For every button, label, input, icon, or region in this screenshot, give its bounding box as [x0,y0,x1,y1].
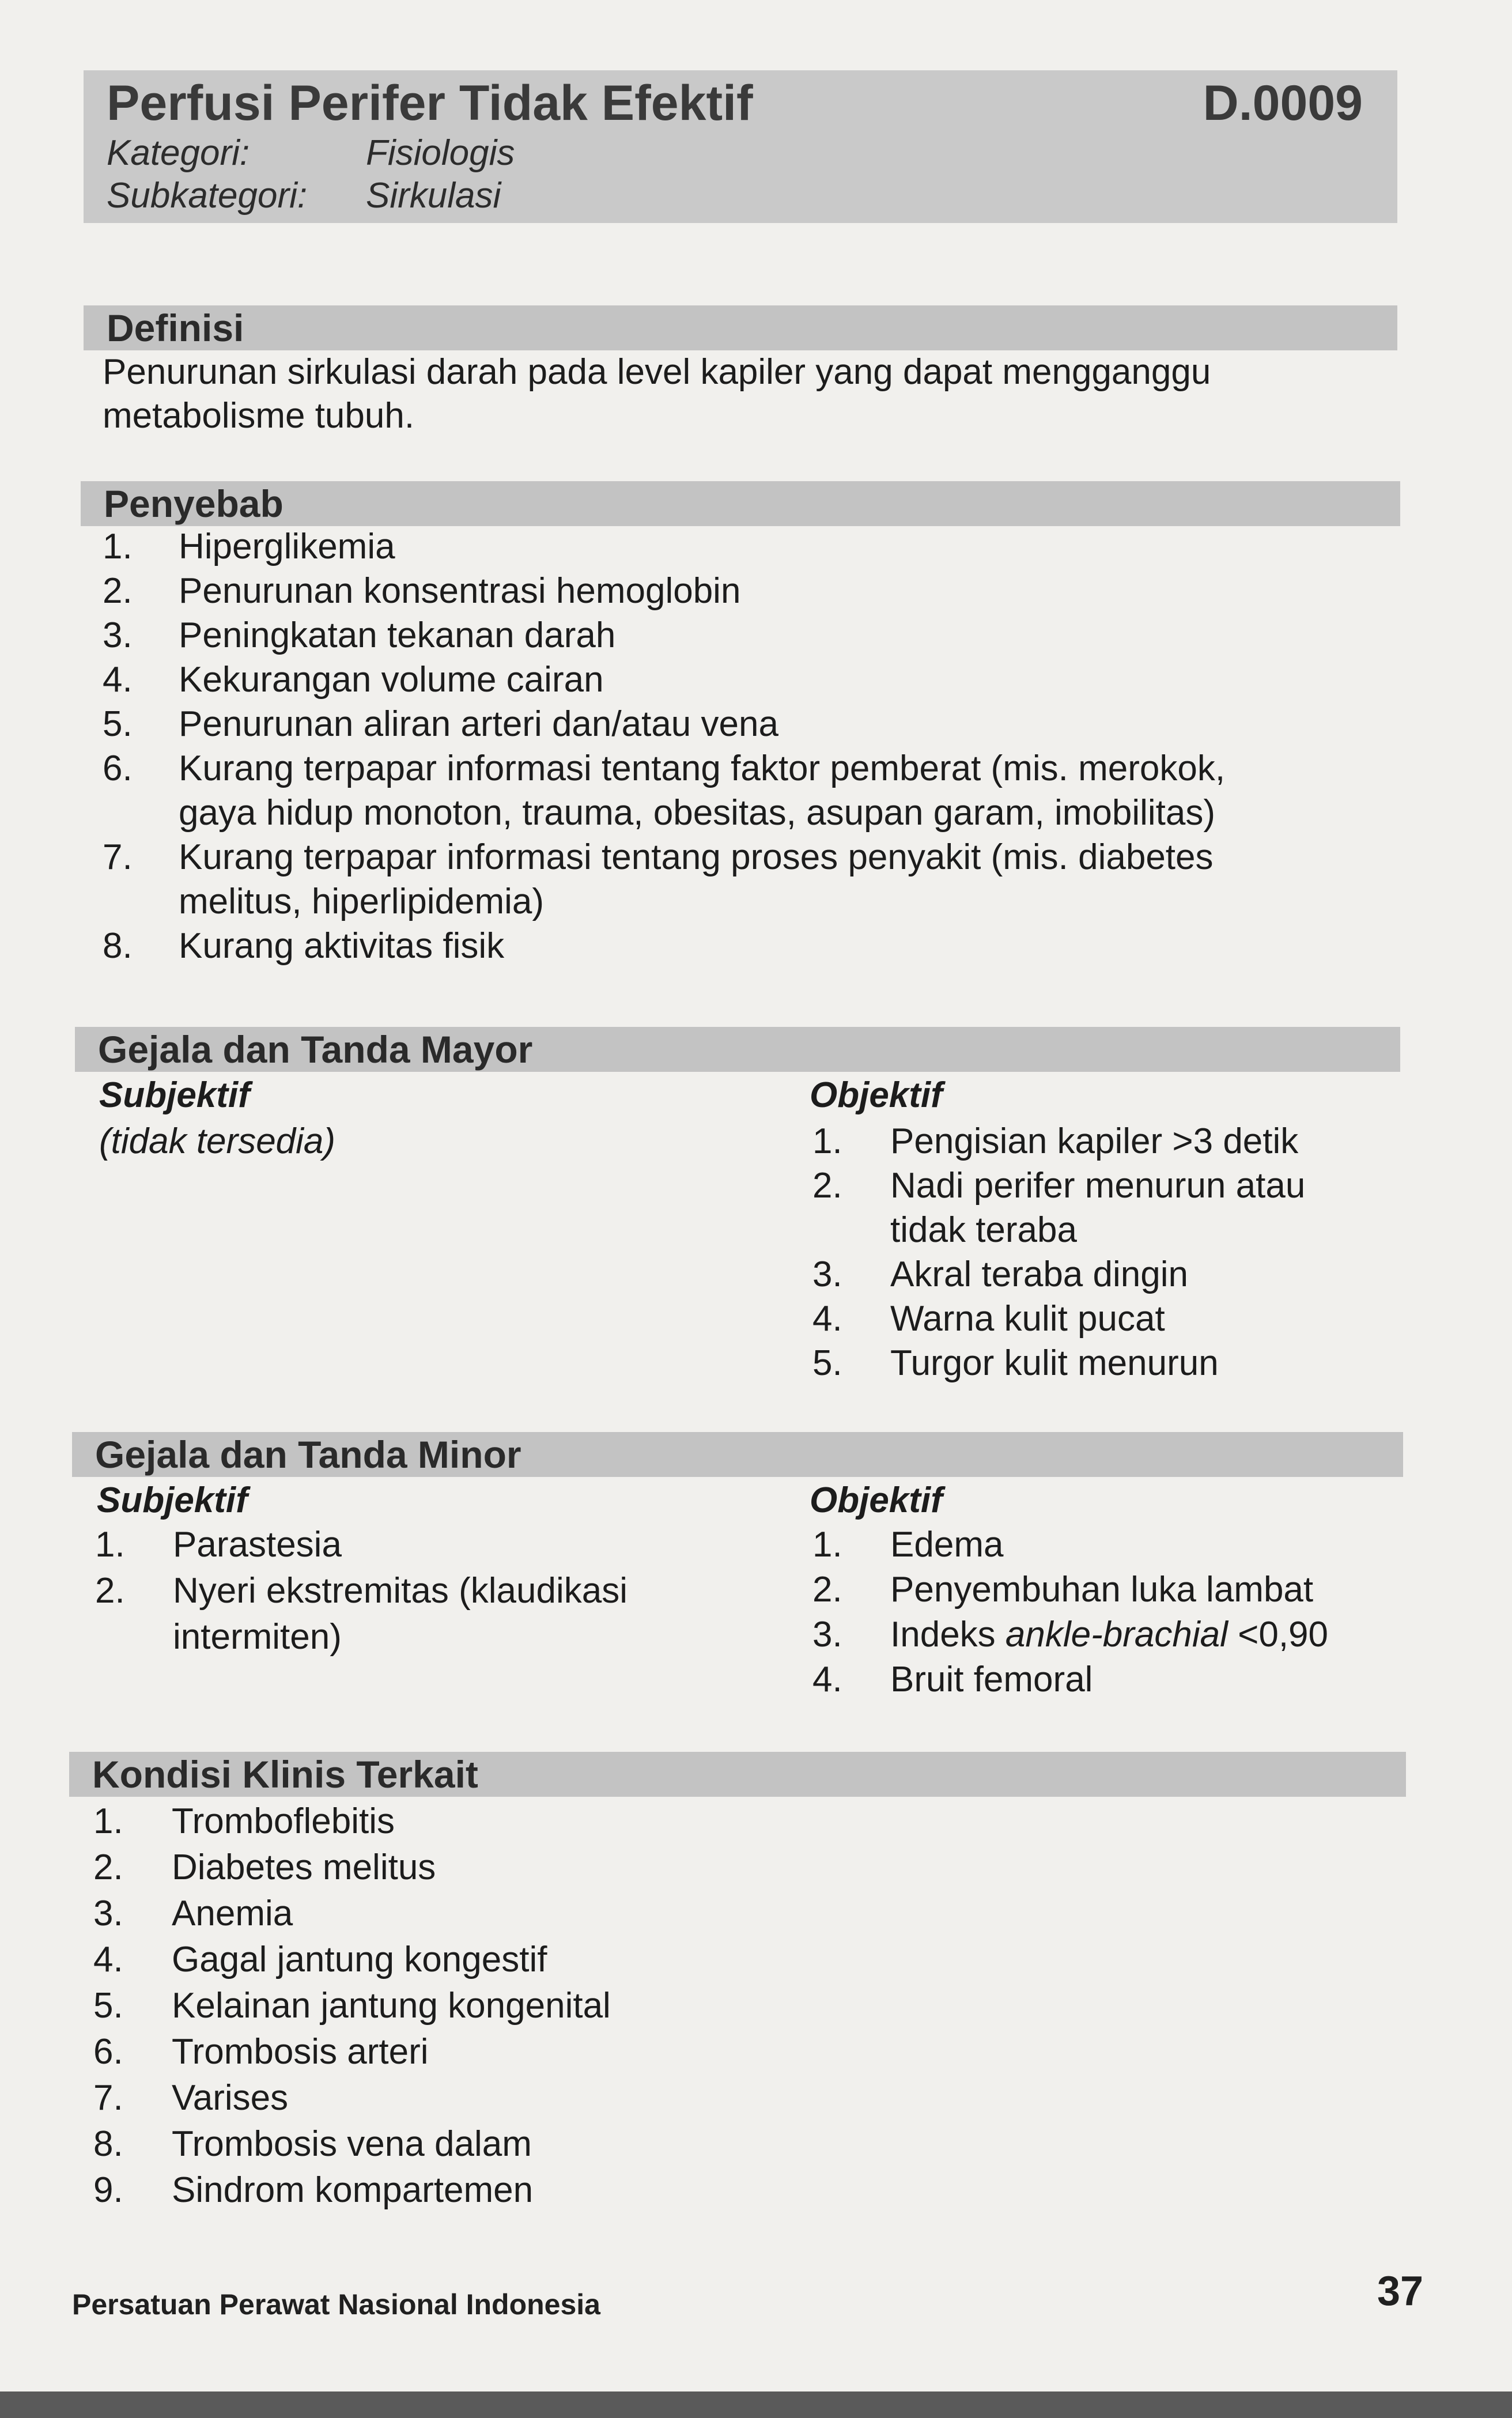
penyebab-item: Penurunan aliran arteri dan/atau vena [179,704,778,744]
mayor-objektif-item: Warna kulit pucat [890,1299,1165,1339]
mayor-objektif-number: 2. [812,1166,842,1206]
mayor-objektif-number: 3. [812,1255,842,1294]
klinis-item: Anemia [172,1894,293,1933]
penyebab-item: Peningkatan tekanan darah [179,615,616,655]
definisi-line-2: metabolisme tubuh. [103,396,415,436]
mayor-objektif-number: 4. [812,1299,842,1339]
klinis-item: Trombosis vena dalam [172,2124,532,2164]
penyebab-number: 1. [103,527,133,566]
page-number: 37 [1377,2268,1424,2314]
penyebab-item: Kurang terpapar informasi tentang proses penyakit (mis. diabetes [179,837,1214,877]
minor-objektif-item: Penyembuhan luka lambat [890,1570,1314,1610]
minor-objektif-item: Indeks ankle-brachial <0,90 [890,1615,1329,1654]
penyebab-item-continuation: gaya hidup monoton, trauma, obesitas, asupan garam, imobilitas) [179,793,1215,833]
kategori-label: Kategori: [107,133,250,173]
mayor-objektif-number: 1. [812,1121,842,1161]
klinis-number: 9. [93,2170,123,2210]
penyebab-number: 6. [103,749,133,788]
penyebab-number: 4. [103,660,133,700]
klinis-item: Varises [172,2078,289,2118]
minor-subjektif-item: Parastesia [173,1525,342,1565]
klinis-number: 6. [93,2032,123,2072]
minor-objektif-italic-term: ankle-brachial [1005,1615,1228,1654]
minor-objektif-number: 1. [812,1525,842,1565]
minor-subjektif-number: 1. [95,1525,125,1565]
klinis-number: 5. [93,1986,123,2026]
kategori-row [107,133,515,173]
page-bottom-edge [0,2391,1512,2418]
mayor-objektif-item: Akral teraba dingin [890,1255,1188,1294]
minor-objektif-number: 2. [812,1570,842,1610]
penyebab-item: Hiperglikemia [179,527,395,566]
penyebab-item: Kurang aktivitas fisik [179,926,505,966]
mayor-subjektif-text: (tidak tersedia) [99,1121,336,1161]
mayor-objektif-item: Nadi perifer menurun atau [890,1166,1306,1206]
mayor-subjektif-label: Subjektif [99,1075,250,1115]
mayor-objektif-item: Pengisian kapiler >3 detik [890,1121,1299,1161]
section-klinis-heading: Kondisi Klinis Terkait [69,1752,1406,1797]
minor-subjektif-item: Nyeri ekstremitas (klaudikasi [173,1571,628,1611]
penyebab-number: 5. [103,704,133,744]
klinis-number: 3. [93,1894,123,1933]
klinis-number: 8. [93,2124,123,2164]
diagnosis-title: Perfusi Perifer Tidak Efektif [107,75,753,131]
mayor-objektif-item: Turgor kulit menurun [890,1343,1219,1383]
penyebab-number: 2. [103,571,133,611]
definisi-line-1: Penurunan sirkulasi darah pada level kapiler yang dapat mengganggu [103,352,1211,392]
kategori-value: Fisiologis [366,133,515,173]
minor-subjektif-number: 2. [95,1571,125,1611]
klinis-item: Tromboflebitis [172,1801,395,1841]
mayor-objektif-item-continuation: tidak teraba [890,1210,1077,1250]
klinis-item: Gagal jantung kongestif [172,1940,547,1979]
subkategori-row [107,175,501,216]
klinis-number: 2. [93,1847,123,1887]
penyebab-item-continuation: melitus, hiperlipidemia) [179,882,545,921]
klinis-item: Kelainan jantung kongenital [172,1986,611,2026]
section-mayor-heading: Gejala dan Tanda Mayor [75,1027,1400,1072]
minor-objektif-item: Bruit femoral [890,1660,1093,1699]
penyebab-number: 8. [103,926,133,966]
penyebab-item: Kekurangan volume cairan [179,660,604,700]
klinis-number: 1. [93,1801,123,1841]
section-penyebab-heading: Penyebab [81,481,1400,526]
klinis-number: 7. [93,2078,123,2118]
minor-objektif-number: 4. [812,1660,842,1699]
minor-subjektif-item-continuation: intermiten) [173,1617,342,1657]
penyebab-number: 3. [103,615,133,655]
minor-subjektif-label: Subjektif [97,1480,248,1520]
penyebab-item: Kurang terpapar informasi tentang faktor pemberat (mis. merokok, [179,749,1226,788]
minor-objektif-label: Objektif [810,1480,943,1520]
mayor-objektif-number: 5. [812,1343,842,1383]
klinis-item: Trombosis arteri [172,2032,429,2072]
subkategori-value: Sirkulasi [366,176,501,216]
klinis-item: Diabetes melitus [172,1847,436,1887]
mayor-objektif-label: Objektif [810,1075,943,1115]
section-minor-heading: Gejala dan Tanda Minor [72,1432,1403,1477]
section-definisi-heading: Definisi [84,305,1397,350]
penyebab-item: Penurunan konsentrasi hemoglobin [179,571,741,611]
diagnosis-header [84,70,1397,223]
minor-objektif-item: Edema [890,1525,1004,1565]
penyebab-number: 7. [103,837,133,877]
diagnosis-code: D.0009 [1203,75,1363,131]
klinis-number: 4. [93,1940,123,1979]
minor-objektif-number: 3. [812,1615,842,1654]
subkategori-label: Subkategori: [107,176,308,216]
klinis-item: Sindrom kompartemen [172,2170,534,2210]
publisher-name: Persatuan Perawat Nasional Indonesia [72,2288,600,2321]
